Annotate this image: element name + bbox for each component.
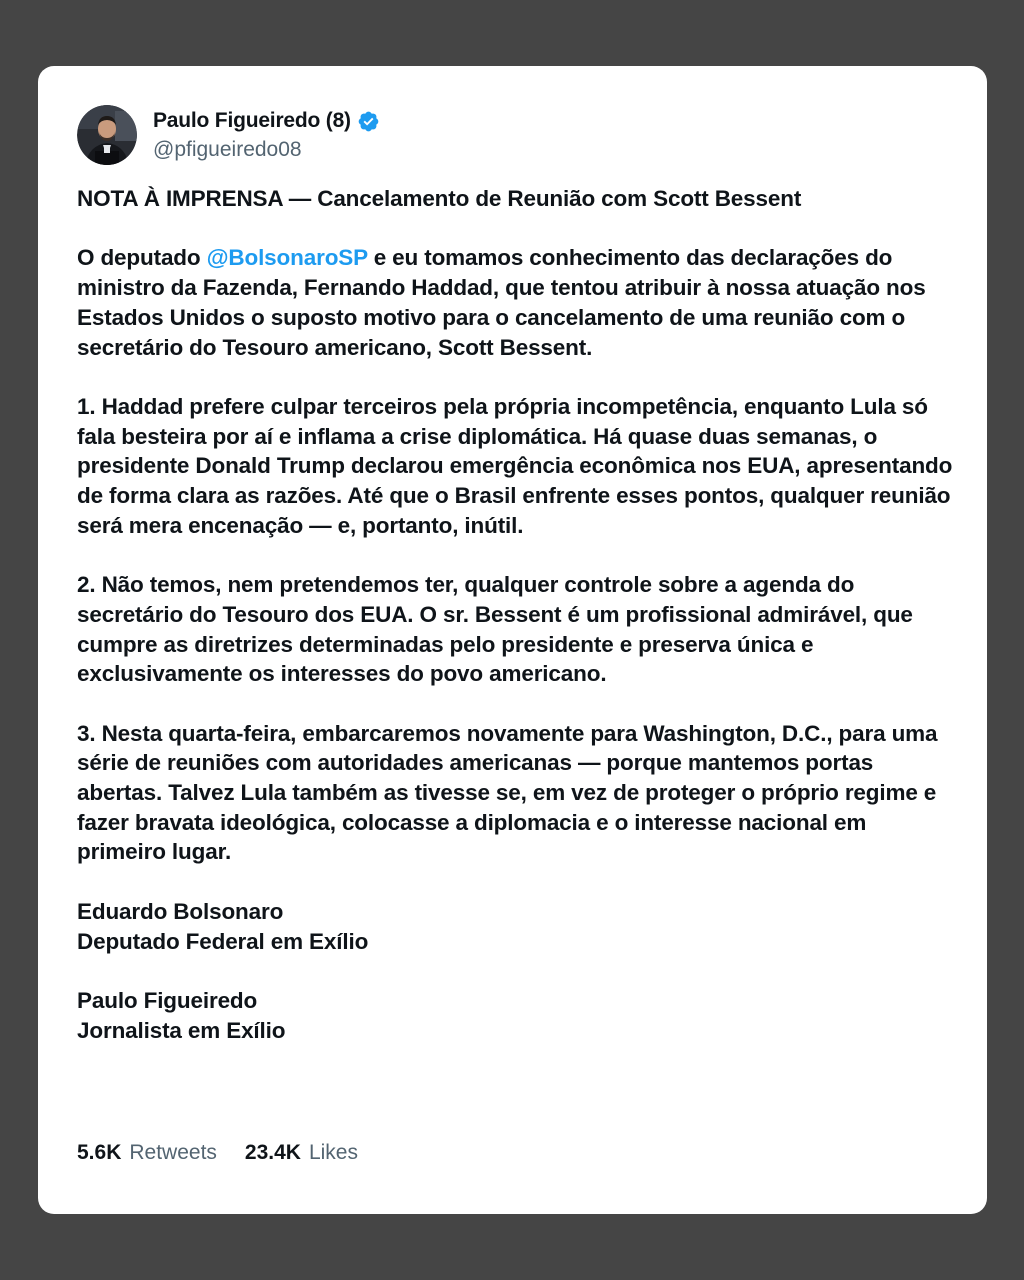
- retweets-label: Retweets: [129, 1141, 217, 1164]
- mention-link[interactable]: @BolsonaroSP: [206, 245, 368, 271]
- display-name[interactable]: Paulo Figueiredo (8): [153, 109, 351, 132]
- author-names: [153, 106, 380, 164]
- tweet-text: [77, 184, 957, 1045]
- tweet-card: [38, 66, 987, 1214]
- signature-role: Jornalista em Exílio: [77, 1017, 286, 1043]
- avatar[interactable]: [77, 105, 137, 165]
- tweet-header: [77, 105, 380, 165]
- tweet-stats: [77, 1141, 386, 1165]
- tweet-title: NOTA À IMPRENSA — Cancelamento de Reunião com Scott Bessent: [77, 186, 802, 211]
- verified-badge-icon: [357, 110, 380, 133]
- likes-stat[interactable]: [245, 1141, 358, 1165]
- signature-role: Deputado Federal em Exílio: [77, 928, 369, 954]
- retweets-count: 5.6K: [77, 1141, 122, 1164]
- signature-block-2: [77, 986, 957, 1045]
- signature-name: Eduardo Bolsonaro: [77, 898, 284, 924]
- tweet-paragraph-intro: [77, 243, 957, 362]
- avatar-image: [77, 105, 137, 165]
- likes-label: Likes: [308, 1141, 358, 1164]
- intro-text-start: O deputado: [77, 245, 207, 271]
- signature-name: Paulo Figueiredo: [77, 987, 258, 1013]
- likes-count: 23.4K: [244, 1141, 301, 1164]
- tweet-paragraph-2: 2. Não temos, nem pretendemos ter, qualquer controle sobre a agenda do secretário do Tesouro dos EUA. O sr. Bessent é um profissional admirável, que cumpre as diretrizes determinadas pelo presidente e preserva única e exclusivamente os interesses do povo americano.: [77, 572, 913, 687]
- user-handle[interactable]: @pfigueiredo08: [153, 138, 302, 161]
- tweet-paragraph-1: 1. Haddad prefere culpar terceiros pela própria incompetência, enquanto Lula só fala besteira por aí e inflama a crise diplomática. Há quase duas semanas, o presidente Donald Trump declarou emergência econômica nos EUA, apresentando de forma clara as razões. Até que o Brasil enfrente esses pontos, qualquer reunião será mera encenação — e, portanto, inútil.: [77, 393, 953, 538]
- tweet-paragraph-3: 3. Nesta quarta-feira, embarcaremos novamente para Washington, D.C., para uma série de reuniões com autoridades americanas — porque mantemos portas abertas. Talvez Lula também as tivesse se, em vez de proteger o próprio regime e fazer bravata ideológica, colocasse a diplomacia e o interesse nacional em primeiro lugar.: [77, 720, 938, 865]
- retweets-stat[interactable]: [77, 1141, 217, 1165]
- intro-text-end: e eu tomamos conhecimento das declarações do ministro da Fazenda, Fernando Haddad, que tentou atribuir à nossa atuação nos Estados Unidos o suposto motivo para o cancelamento de uma reunião com o secretário do Tesouro americano, Scott Bessent.: [77, 245, 926, 360]
- display-name-row: [153, 106, 380, 136]
- signature-block-1: [77, 897, 957, 956]
